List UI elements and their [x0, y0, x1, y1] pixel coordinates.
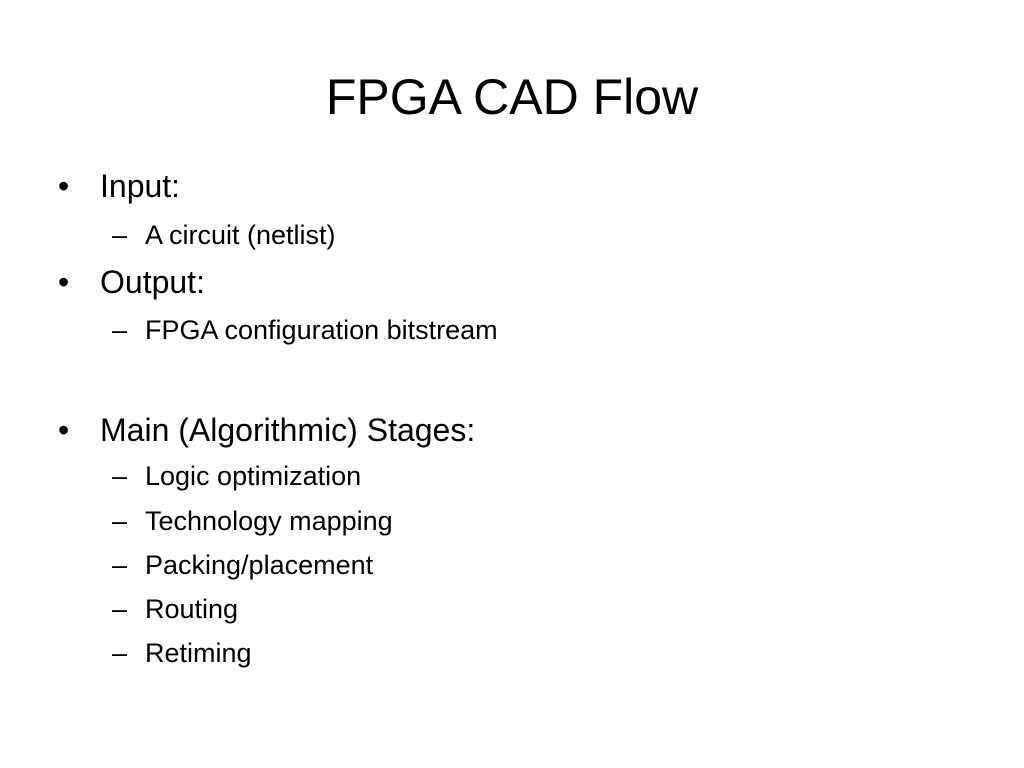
- bullet-marker: •: [58, 412, 70, 448]
- bullet-text: Input:: [100, 168, 181, 204]
- sub-item: [112, 548, 373, 582]
- sub-marker: –: [112, 550, 128, 580]
- sub-item: [112, 313, 498, 347]
- sub-item-text: Packing/placement: [145, 550, 374, 580]
- sub-marker: –: [112, 220, 128, 250]
- sub-item: [112, 592, 238, 626]
- bullet-item-input: [58, 166, 180, 206]
- sub-item-text: Technology mapping: [145, 506, 393, 536]
- sub-item-text: Routing: [145, 594, 239, 624]
- slide-title: FPGA CAD Flow: [325, 69, 699, 125]
- sub-item: [112, 504, 393, 538]
- bullet-item-main-stages: [58, 410, 475, 450]
- sub-item: [112, 459, 361, 493]
- sub-item-text: A circuit (netlist): [145, 220, 336, 250]
- sub-marker: –: [112, 315, 128, 345]
- bullet-item-output: [58, 262, 205, 302]
- sub-marker: –: [112, 461, 128, 491]
- bullet-text: Output:: [100, 264, 205, 300]
- bullet-text: Main (Algorithmic) Stages:: [100, 412, 476, 448]
- sub-marker: –: [112, 506, 128, 536]
- bullet-marker: •: [58, 264, 70, 300]
- sub-marker: –: [112, 638, 128, 668]
- sub-marker: –: [112, 594, 128, 624]
- bullet-marker: •: [58, 168, 70, 204]
- sub-item: [112, 218, 336, 252]
- sub-item-text: FPGA configuration bitstream: [145, 315, 498, 345]
- sub-item: [112, 636, 252, 670]
- sub-item-text: Retiming: [145, 638, 252, 668]
- sub-item-text: Logic optimization: [145, 461, 362, 491]
